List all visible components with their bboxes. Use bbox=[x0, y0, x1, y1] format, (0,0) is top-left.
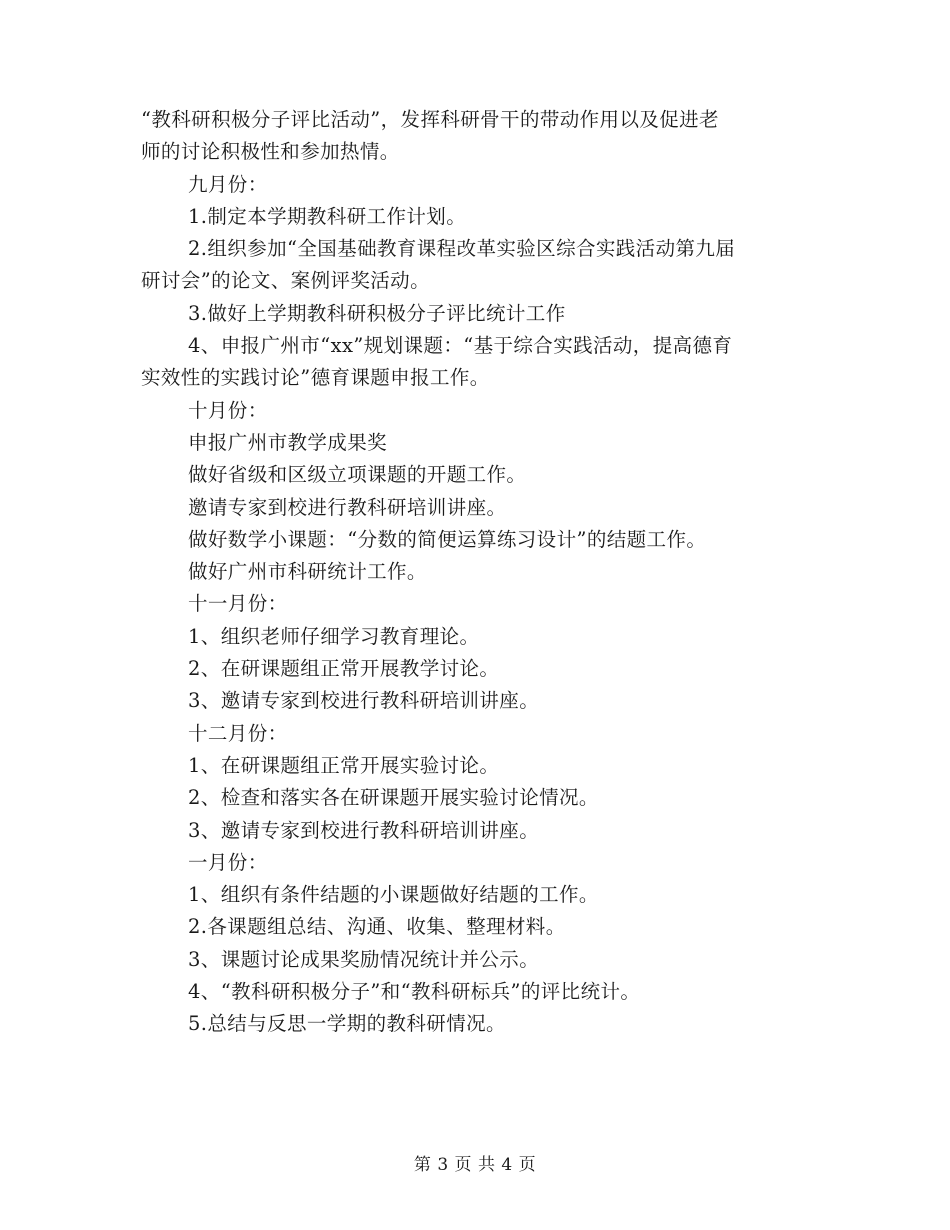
text-line: 4、申报广州市“xx”规划课题：“基于综合实践活动，提高德育 bbox=[188, 334, 733, 358]
text-line: 5.总结与反思一学期的教科研情况。 bbox=[188, 1012, 506, 1036]
text-line: 十二月份： bbox=[188, 721, 288, 745]
text-line: 研讨会”的论文、案例评奖活动。 bbox=[141, 269, 430, 293]
text-line: 邀请专家到校进行教科研培训讲座。 bbox=[188, 495, 507, 519]
text-line: 做好广州市科研统计工作。 bbox=[188, 560, 427, 584]
text-line: “教科研积极分子评比活动”，发挥科研骨干的带动作用以及促进老 bbox=[141, 108, 719, 131]
text-line: 十月份： bbox=[188, 398, 268, 422]
text-line: 4、“教科研积极分子”和“教科研标兵”的评比统计。 bbox=[188, 980, 641, 1004]
text-line: 申报广州市教学成果奖 bbox=[188, 430, 388, 454]
text-line: 2.各课题组总结、沟通、收集、整理材料。 bbox=[188, 915, 566, 939]
page-footer: 第 3 页 共 4 页 bbox=[413, 1155, 537, 1175]
text-line: 3.做好上学期教科研积极分子评比统计工作 bbox=[188, 301, 566, 325]
text-line: 3、邀请专家到校进行教科研培训讲座。 bbox=[188, 818, 540, 842]
text-line: 实效性的实践讨论”德育课题申报工作。 bbox=[141, 366, 490, 390]
text-line: 2.组织参加“全国基础教育课程改革实验区综合实践活动第九届 bbox=[188, 237, 736, 261]
text-line: 十一月份： bbox=[188, 592, 288, 616]
text-line: 做好省级和区级立项课题的开题工作。 bbox=[188, 463, 527, 487]
text-line: 3、课题讨论成果奖励情况统计并公示。 bbox=[188, 947, 540, 971]
text-line: 师的讨论积极性和参加热情。 bbox=[141, 140, 400, 164]
text-line: 做好数学小课题：“分数的简便运算练习设计”的结题工作。 bbox=[188, 527, 707, 551]
text-line: 1、组织老师仔细学习教育理论。 bbox=[188, 624, 480, 648]
text-line: 九月份： bbox=[188, 172, 268, 196]
text-line: 2、检查和落实各在研课题开展实验讨论情况。 bbox=[188, 786, 599, 810]
document-body bbox=[141, 104, 809, 1041]
text-line: 1、组织有条件结题的小课题做好结题的工作。 bbox=[188, 883, 599, 907]
text-line: 2、在研课题组正常开展教学讨论。 bbox=[188, 657, 500, 681]
text-line: 1、在研课题组正常开展实验讨论。 bbox=[188, 753, 500, 777]
text-line: 3、邀请专家到校进行教科研培训讲座。 bbox=[188, 689, 540, 713]
text-line: 1.制定本学期教科研工作计划。 bbox=[188, 204, 467, 228]
text-line: 一月份： bbox=[188, 850, 268, 874]
